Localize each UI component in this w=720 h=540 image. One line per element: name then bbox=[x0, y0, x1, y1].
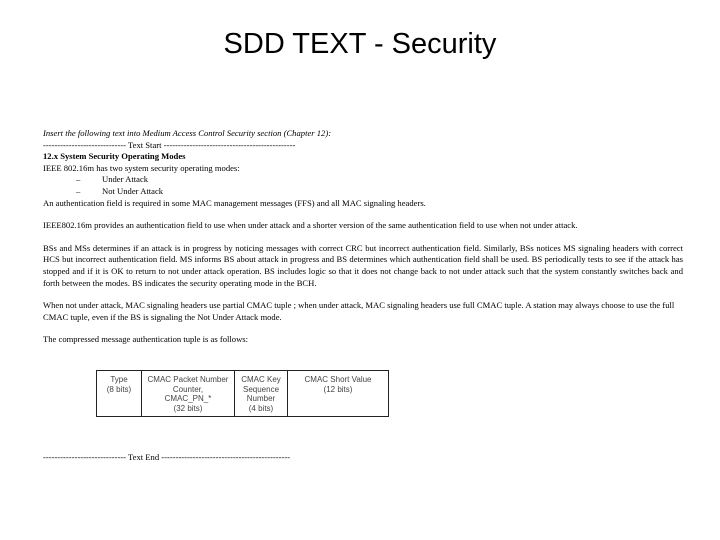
text-start-marker: ----------------------------- Text Start ---------------------------------------------- bbox=[43, 139, 296, 150]
auth-field-paragraph: An authentication field is required in some MAC management messages (FFS) and all MAC signaling headers. bbox=[43, 197, 426, 208]
document-body bbox=[43, 128, 683, 346]
cell-line: (4 bits) bbox=[248, 403, 274, 413]
cell-line: Type bbox=[110, 375, 128, 384]
tuple-cell-key-seq bbox=[235, 371, 288, 417]
intro-instruction: Insert the following text into Medium Access Control Security section (Chapter 12): bbox=[43, 128, 332, 138]
cell-line: (32 bits) bbox=[173, 403, 203, 413]
cell-line: CMAC Key bbox=[241, 375, 281, 384]
page-title: SDD TEXT - Security bbox=[223, 28, 497, 60]
text-end-marker: ----------------------------- Text End --------------------------------------------- bbox=[43, 452, 291, 462]
attack-detection-paragraph: BSs and MSs determines if an attack is in progress by noticing messages with correct CRC but incorrect authentication field. Similarly, BSs notices MS signaling headers with correct HCS but incorrect authentication field. MS informs BS about attack in progress and BS determines which authentication field shall be used. BS periodically tests to see if the attack has stopped and if it is OK to return to not under attack operation. BS includes logic so that it does not change back to not under attack such that the system constantly switches back and forth between the modes. BS indicates the security operating mode in the BCH. bbox=[43, 242, 683, 288]
tuple-cell-short-value bbox=[288, 371, 389, 417]
dash-bullet: – bbox=[76, 185, 81, 196]
section-heading: 12.x System Security Operating Modes bbox=[43, 151, 186, 162]
mode-item bbox=[43, 186, 683, 198]
mode-label: Not Under Attack bbox=[102, 185, 164, 196]
provides-paragraph: IEEE802.16m provides an authentication field to use when under attack and a shorter version of the same authentication field to use when not under attack. bbox=[43, 220, 578, 231]
tuple-cell-pn-counter bbox=[142, 371, 235, 417]
mode-item bbox=[43, 174, 683, 186]
cell-line: Number bbox=[246, 394, 276, 404]
cell-line: Sequence bbox=[242, 384, 280, 394]
modes-intro: IEEE 802.16m has two system security operating modes: bbox=[43, 162, 240, 173]
cell-line: (8 bits) bbox=[106, 384, 132, 394]
auth-tuple-table bbox=[96, 370, 389, 417]
table-row bbox=[97, 371, 389, 417]
cell-line: CMAC Short Value bbox=[304, 375, 372, 384]
cell-line: (12 bits) bbox=[323, 384, 353, 394]
tuple-intro-paragraph: The compressed message authentication tuple is as follows: bbox=[43, 334, 249, 345]
cmac-usage-paragraph: When not under attack, MAC signaling headers use partial CMAC tuple ; when under attack, MAC signaling headers use full CMAC tuple. A station may always choose to use the full CMAC tuple, even if the BS is signaling the Not Under Attack mode. bbox=[43, 300, 675, 322]
dash-bullet: – bbox=[76, 174, 81, 185]
cell-line: CMAC Packet Number Counter, bbox=[147, 375, 229, 394]
tuple-cell-type bbox=[97, 371, 142, 417]
cell-line: CMAC_PN_* bbox=[164, 394, 212, 404]
mode-label: Under Attack bbox=[102, 174, 149, 185]
